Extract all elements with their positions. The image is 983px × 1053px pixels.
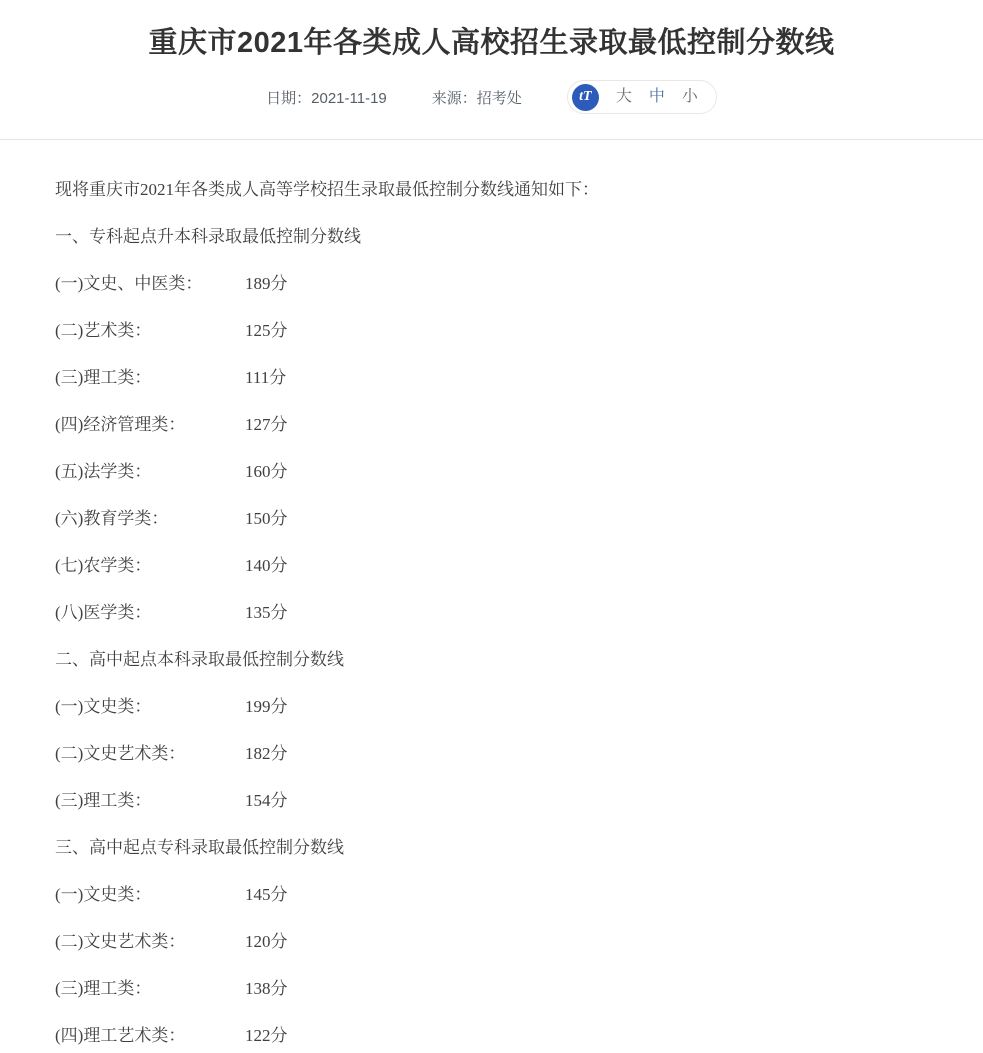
- article-intro: 现将重庆市2021年各类成人高等学校招生录取最低控制分数线通知如下：: [55, 180, 599, 199]
- source-value: 招考处: [476, 89, 522, 107]
- score-row: [55, 745, 928, 763]
- score-value: 145分: [245, 885, 288, 904]
- score-label: (四)理工艺术类：: [55, 1026, 186, 1045]
- score-value: 160分: [245, 462, 288, 481]
- font-size-widget[interactable]: [567, 80, 717, 114]
- score-label: (五)法学类：: [55, 462, 152, 481]
- font-size-medium-button[interactable]: 中: [648, 88, 665, 105]
- score-value: 150分: [245, 509, 288, 528]
- score-label: (一)文史类：: [55, 885, 152, 904]
- score-label: (二)文史艺术类：: [55, 932, 186, 951]
- score-row: [55, 322, 928, 340]
- source: [432, 87, 522, 108]
- score-value: 135分: [245, 603, 288, 622]
- score-row: [55, 886, 928, 904]
- section-heading-1: 一、专科起点升本科录取最低控制分数线: [55, 227, 361, 246]
- score-label: (七)农学类：: [55, 556, 152, 575]
- publish-date-label: 日期：: [266, 89, 312, 107]
- publish-date-value: 2021-11-19: [311, 89, 387, 107]
- score-row: [55, 792, 928, 810]
- score-value: 154分: [245, 791, 288, 810]
- article-body: [0, 140, 983, 1045]
- publish-date: [266, 87, 387, 108]
- score-label: (四)经济管理类：: [55, 415, 186, 434]
- meta-row: [0, 80, 983, 114]
- score-row: [55, 275, 928, 293]
- score-value: 127分: [245, 415, 288, 434]
- article-header: [0, 0, 983, 140]
- score-row: [55, 980, 928, 998]
- section-heading-3: 三、高中起点专科录取最低控制分数线: [55, 838, 344, 857]
- score-value: 182分: [245, 744, 288, 763]
- score-label: (六)教育学类：: [55, 509, 169, 528]
- score-label: (三)理工类：: [55, 791, 152, 810]
- score-row: [55, 698, 928, 716]
- source-label: 来源：: [431, 89, 477, 107]
- score-label: (一)文史类：: [55, 697, 152, 716]
- score-value: 189分: [245, 274, 288, 293]
- score-row: [55, 416, 928, 434]
- font-size-small-button[interactable]: 小: [681, 88, 698, 105]
- font-size-large-button[interactable]: 大: [615, 88, 632, 105]
- score-row: [55, 604, 928, 622]
- score-row: [55, 510, 928, 528]
- score-value: 120分: [245, 932, 288, 951]
- score-row: [55, 369, 928, 387]
- score-row: [55, 557, 928, 575]
- section-heading-2: 二、高中起点本科录取最低控制分数线: [55, 650, 344, 669]
- score-value: 111分: [245, 368, 287, 387]
- score-row: [55, 463, 928, 481]
- score-label: (三)理工类：: [55, 368, 152, 387]
- score-value: 199分: [245, 697, 288, 716]
- score-label: (三)理工类：: [55, 979, 152, 998]
- score-label: (一)文史、中医类：: [55, 274, 203, 293]
- score-row: [55, 933, 928, 951]
- score-value: 125分: [245, 321, 288, 340]
- font-size-icon: tT: [572, 84, 599, 111]
- score-label: (八)医学类：: [55, 603, 152, 622]
- score-value: 140分: [245, 556, 288, 575]
- score-label: (二)文史艺术类：: [55, 744, 186, 763]
- page-title: 重庆市2021年各类成人高校招生录取最低控制分数线: [148, 27, 835, 59]
- score-row: [55, 1027, 928, 1045]
- score-value: 138分: [245, 979, 288, 998]
- score-label: (二)艺术类：: [55, 321, 152, 340]
- score-value: 122分: [245, 1026, 288, 1045]
